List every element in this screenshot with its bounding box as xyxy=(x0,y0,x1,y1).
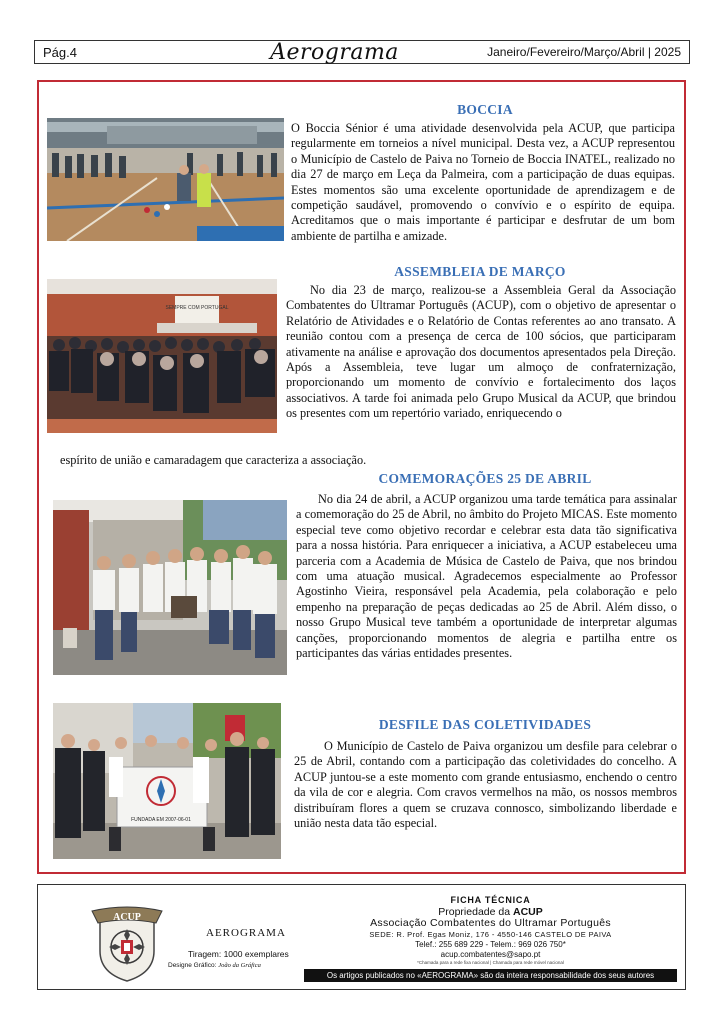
ownership-name: ACUP xyxy=(512,906,543,918)
section-title-boccia: BOCCIA xyxy=(457,102,513,117)
section-text-assembleia-end xyxy=(60,453,660,468)
ficha-tecnica-title: FICHA TÉCNICA xyxy=(450,895,531,905)
assembleia-paragraph: No dia 23 de março, realizou-se a Assembleia Geral da Associação Combatentes do Ultramar Português (ACUP), com o objetivo de apresentar o Relatório de Atividades e o Relatório de Contas referentes ao ano transato. A reunião contou com a presença de cerca de 100 sócios, que participaram ativamente na análise e aprovação dos documentos apresentados pela Direção. Após a Assembleia, teve lugar um almoço de confraternização, proporcionando um momento de convívio e fortalecimento dos laços associativos. A tarde foi animada pelo Grupo Musical da ACUP, que brindou os presentes com um repertório variado, enriquecendo o xyxy=(286,283,676,421)
section-text-boccia xyxy=(291,121,675,244)
issue-date: Janeiro/Fevereiro/Março/Abril | 2025 xyxy=(487,45,681,59)
section-text-25-abril xyxy=(296,492,677,661)
association-name: Associação Combatentes do Ultramar Português xyxy=(370,917,611,929)
boccia-paragraph: O Boccia Sénior é uma atividade desenvolvida pela ACUP, que participa regularmente em torneios a nível municipal. Desta vez, a ACUP representou o Município de Castelo de Paiva no Torneio de Boccia INATEL, realizado no dia 27 de março em Leça da Palmeira, com a participação de duas equipas. Estes momentos são uma excelente oportunidade de aprendizagem e de competição saudável, promovendo o convívio e o espírito de equipa. Acreditamos que o mais importante é participar e desfrutar de um bom ambiente de partilha e amizade. xyxy=(291,121,675,243)
email-address: acup.combatentes@sapo.pt xyxy=(440,950,541,959)
section-title-desfile: DESFILE DAS COLETIVIDADES xyxy=(378,717,592,732)
assembly-photo xyxy=(47,279,277,433)
desfile-paragraph: O Município de Castelo de Paiva organizou um desfile para celebrar o 25 de Abril, contando com a participação das coletividades do concelho. A ACUP juntou-se a este momento com grande entusiasmo, enchendo o centro da vila de cor e alegria. Com cravos vermelhos na mão, os nossos membros distribuíram flores a quem se cruzava connosco, simbolizando liberdade e união nesta data tão especial. xyxy=(294,739,677,831)
boccia-photo xyxy=(47,118,284,241)
acup-logo xyxy=(86,905,168,983)
headquarters-address: SEDE: R. Prof. Egas Moniz, 176 - 4550-146 CASTELO DE PAIVA xyxy=(369,930,612,939)
graphic-design-credit xyxy=(168,962,261,969)
disclaimer-bar: Os artigos publicados no «AEROGRAMA» são da inteira responsabilidade dos seus autores xyxy=(304,969,677,982)
assembly-banner-text: SEMPRE COM PORTUGAL xyxy=(165,305,229,311)
newsletter-title: Aerograma xyxy=(270,39,399,65)
technical-sheet-footer xyxy=(37,884,686,990)
designer-name: João da Gráfica xyxy=(218,962,261,969)
april-25-photo xyxy=(53,500,287,675)
section-text-assembleia xyxy=(286,283,676,422)
section-title-assembleia: ASSEMBLEIA DE MARÇO xyxy=(394,264,566,279)
section-title-25-abril: COMEMORAÇÕES 25 DE ABRIL xyxy=(378,471,592,486)
designer-label: Designe Gráfico: xyxy=(168,962,217,969)
section-text-desfile xyxy=(294,739,677,831)
parade-photo xyxy=(53,703,281,859)
abril-paragraph: No dia 24 de abril, a ACUP organizou uma tarde temática para assinalar a comemoração do 25 de Abril, no âmbito do Projeto MICAS. Este momento especial teve como objetivo recordar e celebrar esta data tão significativa para a nossa história. Para enriquecer a iniciativa, a ACUP estabeleceu uma parceria com a Academia de Música de Castelo de Paiva, que nos brindou com uma atuação musical. Agradecemos especialmente ao Professor Agostinho Vieira, responsável pela Academia, pela colaboração e pelo empenho na preparação de peças dedicadas ao 25 de Abril. Além disso, o nosso Grupo Musical teve também a oportunidade de interpretar algumas canções, proporcionando momentos de alegria e partilha entre os participantes das várias entidades presentes. xyxy=(296,492,677,661)
page-number: Pág.4 xyxy=(43,44,77,60)
page-header xyxy=(34,40,690,64)
ownership-label: Propriedade da xyxy=(438,906,511,918)
assembleia-paragraph-end: espírito de união e camaradagem que caracteriza a associação. xyxy=(60,453,367,467)
print-run: Tiragem: 1000 exemplares xyxy=(188,949,289,959)
logo-text: ACUP xyxy=(113,912,141,923)
flag-text: FUNDADA EM 2007-06-01 xyxy=(131,817,191,823)
call-cost-note: *Chamada para a rede fixa nacional | Chamada para rede móvel nacional xyxy=(417,960,564,965)
phone-numbers: Telef.: 255 689 229 - Telem.: 969 026 750* xyxy=(415,940,566,949)
publication-name: AEROGRAMA xyxy=(206,927,286,939)
